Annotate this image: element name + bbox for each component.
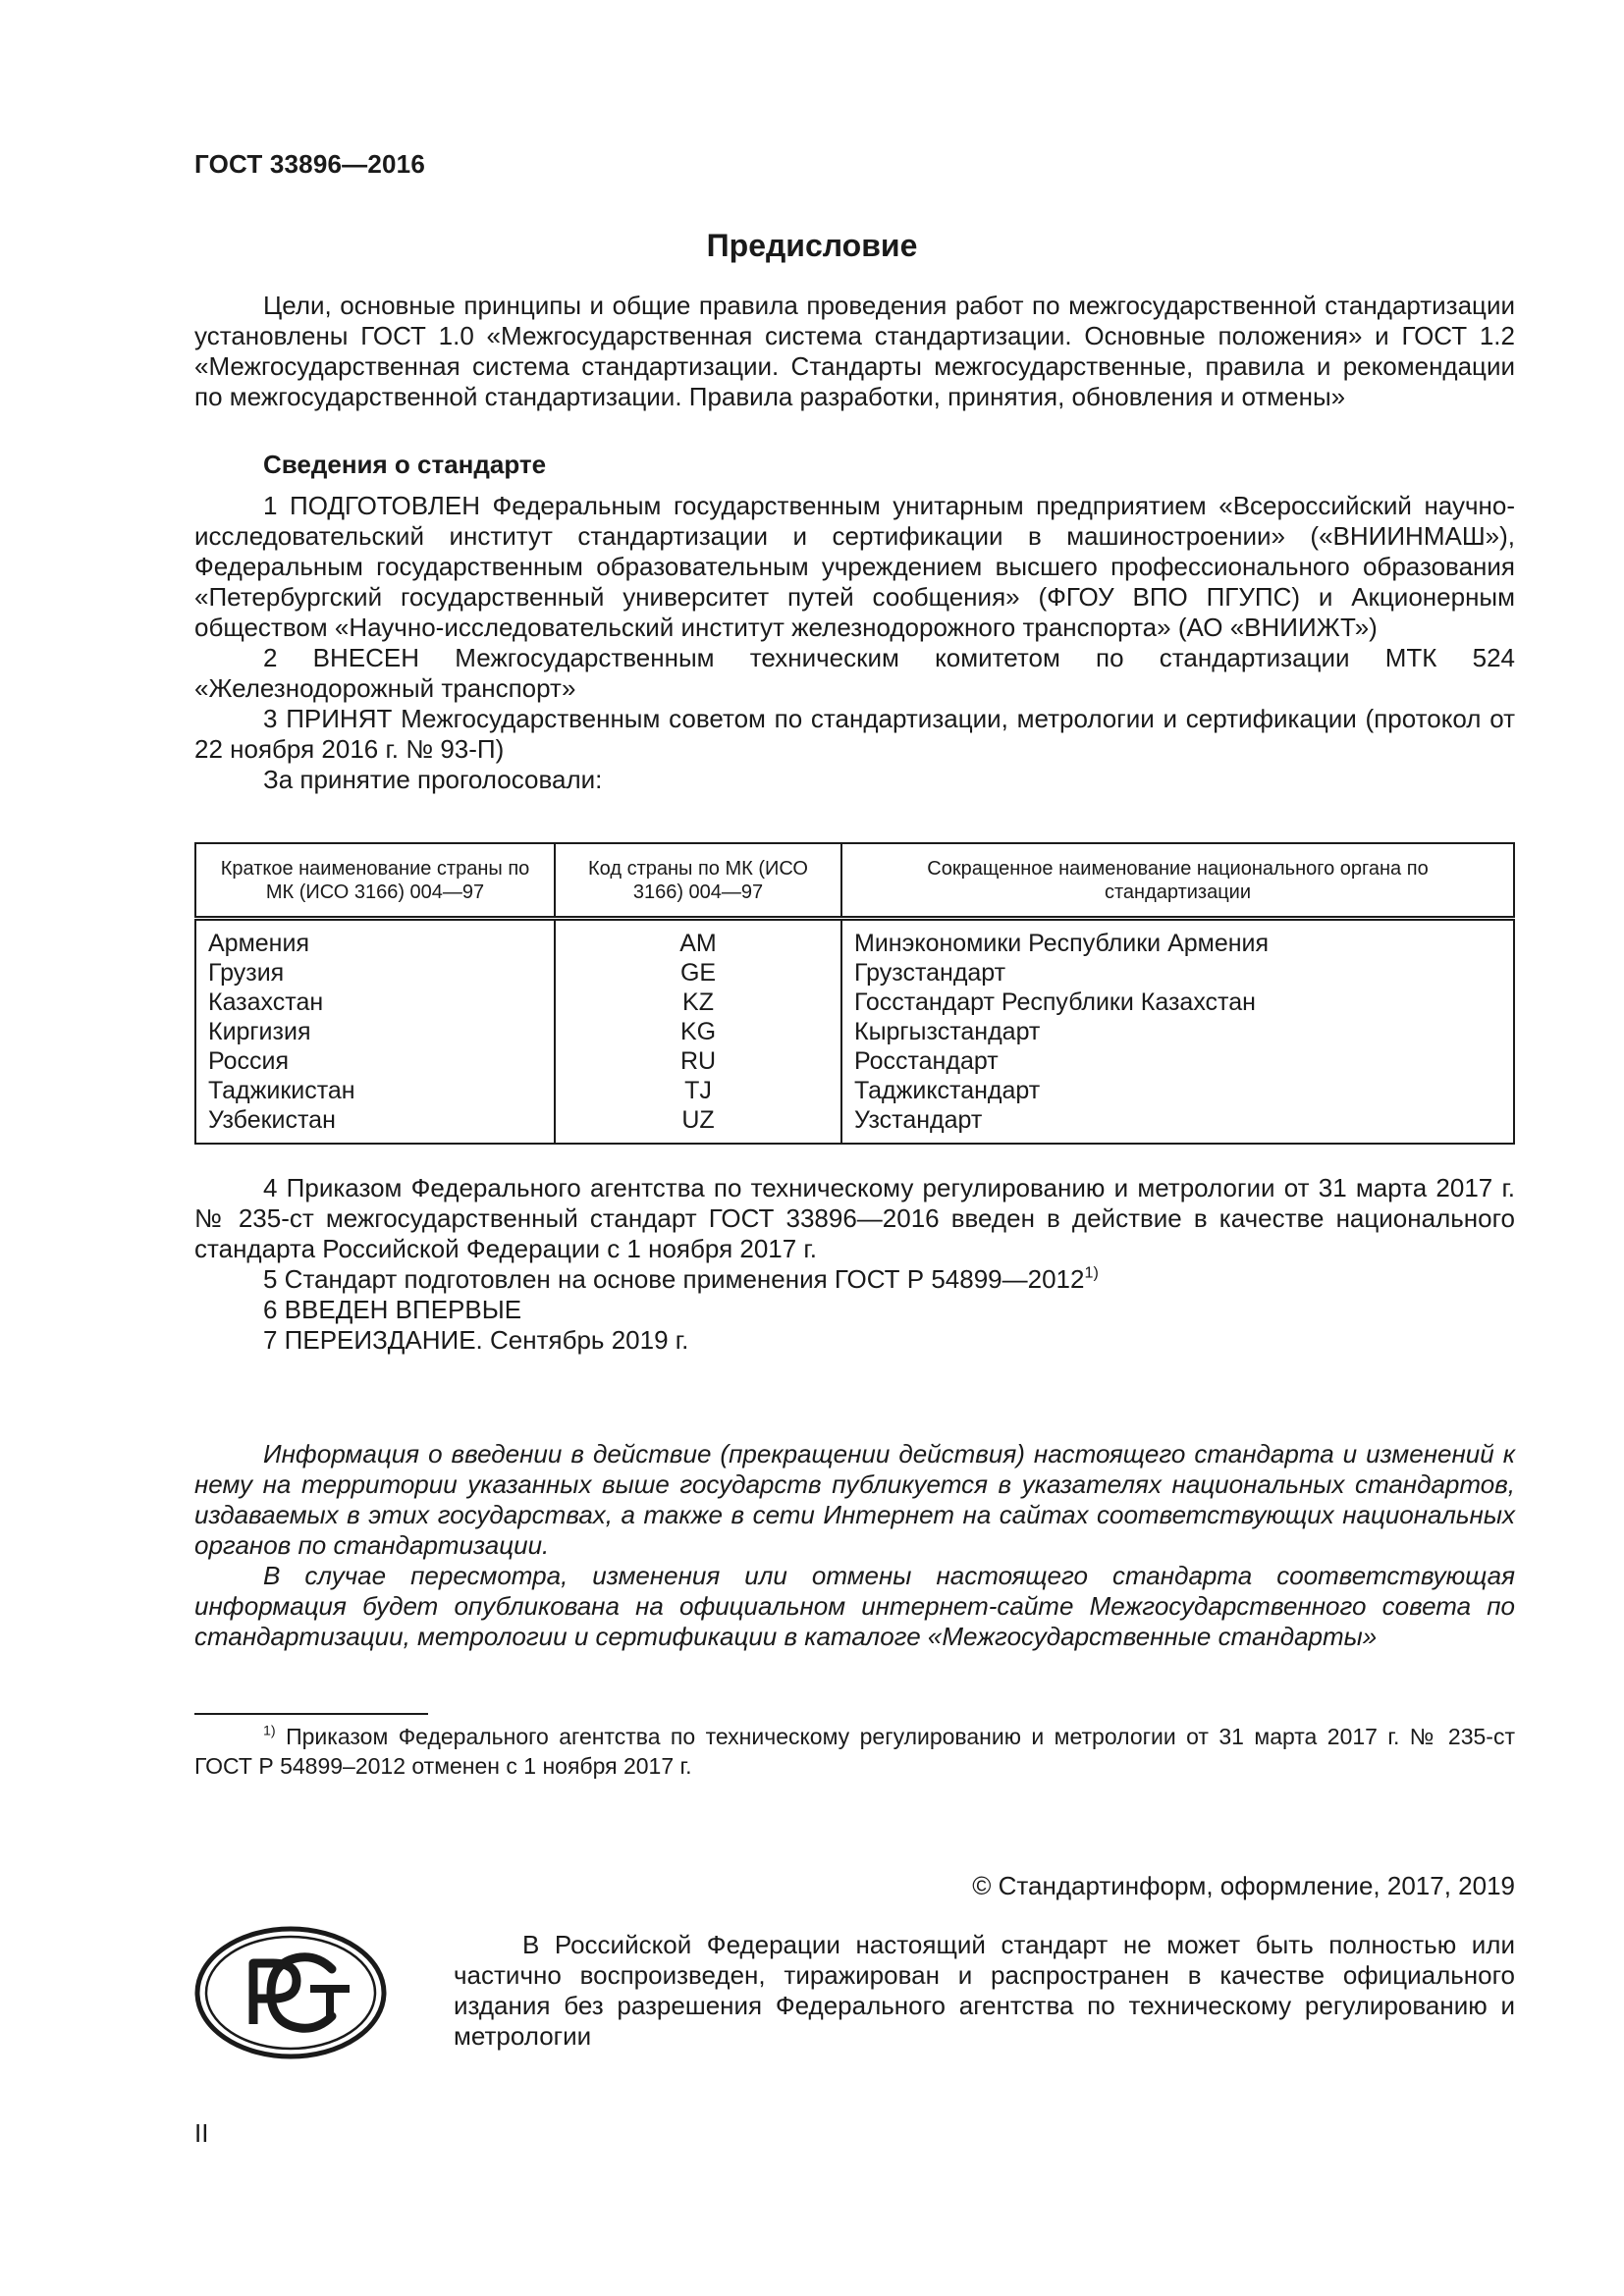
footnote-text: Приказом Федерального агентства по техническому регулированию и метрологии от 31 марта 2017 г. № 235-ст ГОСТ Р 54899–2012 отменен с 1 ноября 2017 г. [194,1724,1515,1779]
item-3: 3 ПРИНЯТ Межгосударственным советом по стандартизации, метрологии и сертификации (протокол от 22 ноября 2016 г. № 93-П) [194,704,1515,764]
intro-paragraph [194,291,1515,412]
code-cell: KZ [555,988,841,1017]
italic-note-revision: В случае пересмотра, изменения или отмены настоящего стандарта соответствующая информация будет опубликована на официальном интернет-сайте Межгосударственного совета по стандартизации, метрологии и сертификации в каталоге «Межгосударственные стандарты» [194,1561,1515,1651]
country-cell: Россия [195,1046,555,1076]
standard-info-items-continued [194,1173,1515,1356]
table-row [195,1017,1514,1046]
code-cell: TJ [555,1076,841,1105]
footnote-marker: 1) [263,1723,276,1739]
code-cell: UZ [555,1105,841,1144]
code-cell: KG [555,1017,841,1046]
country-cell: Армения [195,919,555,959]
item-5-text: 5 Стандарт подготовлен на основе применения ГОСТ Р 54899—2012 [263,1264,1085,1294]
table-row [195,1105,1514,1144]
table-row [195,919,1514,959]
intro-text: Цели, основные принципы и общие правила проведения работ по межгосударственной стандартизации установлены ГОСТ 1.0 «Межгосударственная система стандартизации. Основные положения» и ГОСТ 1.2 «Межгосударственная система стандартизации. Стандарты межгосударственные, правила и рекомендации по межгосударственной стандартизации. Правила разработки, принятия, обновления и отмены» [194,291,1515,411]
table-row [195,988,1514,1017]
info-heading: Сведения о стандарте [263,450,547,479]
country-cell: Киргизия [195,1017,555,1046]
item-1: 1 ПОДГОТОВЛЕН Федеральным государственным унитарным предприятием «Всероссийский научно-исследовательский институт стандартизации и сертификации в машиностроении» («ВНИИНМАШ»), Федеральным государственным образовательным учреждением высшего профессионального образования «Петербургский государственный университет путей сообщения» (ФГОУ ВПО ПГУПС) и Акционерным обществом «Научно-исследовательский институт железнодорожного транспорта» (АО «ВНИИЖТ») [194,491,1515,642]
country-cell: Узбекистан [195,1105,555,1144]
table-row [195,958,1514,988]
footnote [194,1722,1515,1781]
body-cell: Госстандарт Республики Казахстан [854,988,1256,1016]
italic-notes [194,1439,1515,1652]
body-cell: Росстандарт [854,1047,999,1075]
country-cell: Таджикистан [195,1076,555,1105]
header-national-body: Сокращенное наименование национального органа по стандартизации [841,843,1514,919]
body-cell: Грузстандарт [854,959,1006,987]
footnote-paragraph [194,1722,1515,1781]
vote-intro: За принятие проголосовали: [263,765,603,794]
item-2: 2 ВНЕСЕН Межгосударственным техническим комитетом по стандартизации МТК 524 «Железнодорожный транспорт» [194,643,1515,703]
rst-mark-t-shape [310,1989,350,2018]
page-title: Предисловие [706,228,918,263]
country-cell: Грузия [195,958,555,988]
table-row [195,1076,1514,1105]
header-country: Краткое наименование страны по МК (ИСО 3166) 004—97 [195,843,555,919]
copyright-line: © Стандартинформ, оформление, 2017, 2019 [972,1871,1515,1900]
table-row [195,1046,1514,1076]
notice-text: В Российской Федерации настоящий стандарт не может быть полностью или частично воспроизведен, тиражирован и распространен в качестве официального издания без разрешения Федерального агентства по техническому регулированию и метрологии [454,1930,1515,2051]
body-cell: Таджикстандарт [854,1077,1041,1104]
page-number: II [194,2118,209,2148]
footnote-divider [194,1713,428,1715]
code-cell: RU [555,1046,841,1076]
standard-info-items [194,491,1515,795]
italic-note-publication: Информация о введении в действие (прекращении действия) настоящего стандарта и изменений к нему на территории указанных выше государств публикуется в указателях национальных стандартов, издаваемых в этих государствах, а также в сети Интернет на сайтах соответствующих национальных органов по стандартизации. [194,1439,1515,1560]
footnote-reference: 1) [1084,1263,1099,1282]
body-cell: Минэкономики Республики Армения [854,930,1270,957]
country-cell: Казахстан [195,988,555,1017]
standard-code-header: ГОСТ 33896—2016 [194,149,425,179]
code-cell: GE [555,958,841,988]
copyright-notice [454,1930,1515,2052]
vote-table-header-row [195,843,1514,919]
item-4: 4 Приказом Федерального агентства по техническому регулированию и метрологии от 31 марта 2017 г. № 235-ст межгосударственный стандарт ГОСТ 33896—2016 введен в действие в качестве национального стандарта Российской Федерации с 1 ноября 2017 г. [194,1173,1515,1263]
body-cell: Узстандарт [854,1106,983,1134]
item-7: 7 ПЕРЕИЗДАНИЕ. Сентябрь 2019 г. [263,1325,689,1355]
item-5 [194,1264,1515,1295]
code-cell: AM [555,919,841,959]
vote-table [194,842,1515,1145]
rst-mark-icon [194,1926,387,2059]
body-cell: Кыргызстандарт [854,1018,1041,1045]
item-6: 6 ВВЕДЕН ВПЕРВЫЕ [263,1295,522,1324]
header-code: Код страны по МК (ИСО 3166) 004—97 [555,843,841,919]
